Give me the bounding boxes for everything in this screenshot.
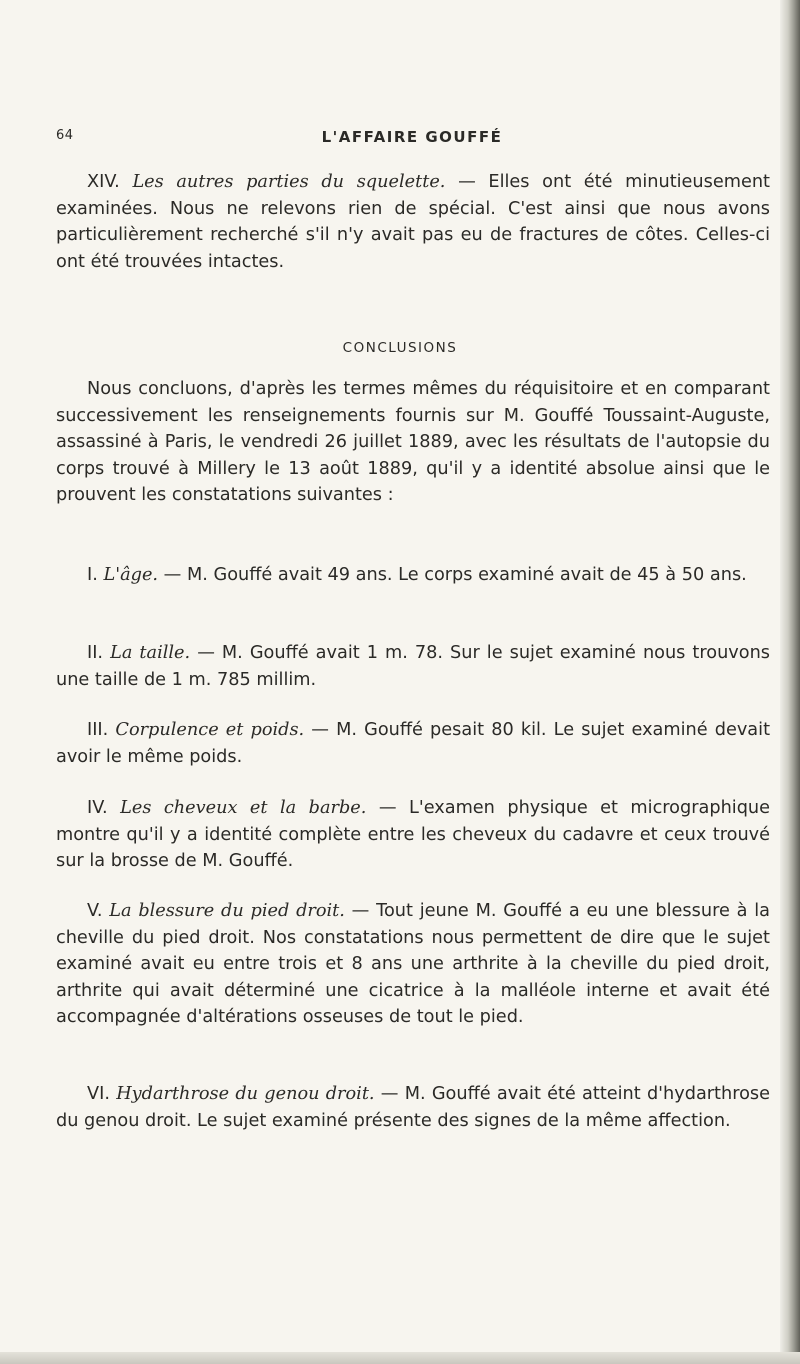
- item-age-text: — M. Gouffé avait 49 ans. Le corps examiné avait de 45 à 50 ans.: [158, 565, 747, 585]
- item-weight-text: — M. Gouffé pesait 80 kil. Le sujet examiné devait avoir le même poids.: [56, 720, 771, 767]
- item-hair-numeral: IV.: [87, 798, 108, 818]
- section-xiv-text: — Elles ont été minutieusement examinées. Nous ne relevons rien de spécial. C'est ainsi que nous avons particulièrement recherché s'il n'y avait pas eu de fractures de côtes. Celles-ci ont été trouvées intactes.: [56, 172, 770, 272]
- item-foot-injury: [56, 898, 770, 1031]
- item-foot-injury-title: La blessure du pied droit.: [109, 901, 345, 921]
- item-age-title: L'âge.: [103, 565, 159, 585]
- item-age: [56, 562, 770, 589]
- item-age-numeral: I.: [87, 565, 98, 585]
- item-height-numeral: II.: [87, 643, 104, 663]
- section-xiv-paragraph: [56, 169, 770, 275]
- item-height-text: — M. Gouffé avait 1 m. 78. Sur le sujet examiné nous trouvons une taille de 1 m. 785 millim.: [56, 643, 770, 690]
- item-height-title: La taille.: [110, 643, 191, 663]
- page-bottom-edge: [0, 1352, 800, 1364]
- item-knee: [56, 1081, 770, 1134]
- section-xiv-title: Les autres parties du squelette.: [132, 172, 446, 192]
- item-weight-title: Corpulence et poids.: [115, 720, 305, 740]
- item-hair-title: Les cheveux et la barbe.: [120, 798, 367, 818]
- page-binding-edge: [780, 0, 800, 1364]
- item-hair: [56, 795, 770, 875]
- page-number: 64: [56, 128, 74, 143]
- item-weight: [56, 717, 770, 770]
- page-header: [56, 128, 768, 152]
- item-knee-numeral: VI.: [87, 1084, 110, 1104]
- item-height: [56, 640, 770, 693]
- conclusions-heading: CONCLUSIONS: [342, 340, 458, 356]
- item-weight-numeral: III.: [87, 720, 109, 740]
- item-foot-injury-numeral: V.: [87, 901, 103, 921]
- conclusions-intro: Nous concluons, d'après les termes mêmes du réquisitoire et en comparant successivement les renseignements fournis sur M. Gouffé Toussaint-Auguste, assassiné à Paris, le vendredi 26 juillet 1889, avec les résultats de l'autopsie du corps trouvé à Millery le 13 août 1889, qu'il y a identité absolue ainsi que le prouvent les constatations suivantes :: [56, 379, 770, 505]
- section-xiv-numeral: XIV.: [87, 172, 120, 192]
- item-foot-injury-text: — Tout jeune M. Gouffé a eu une blessure à la cheville du pied droit. Nos constatations nous permettent de dire que le sujet examiné avait eu entre trois et 8 ans une arthrite à la cheville du pied droit, arthrite qui avait déterminé une cicatrice à la malléole interne et avait été accompagnée d'altérations osseuses de tout le pied.: [56, 901, 771, 1027]
- item-hair-text: — L'examen physique et micrographique montre qu'il y a identité complète entre les cheveux du cadavre et ceux trouvé sur la brosse de M. Gouffé.: [56, 798, 771, 871]
- running-head: L'AFFAIRE GOUFFÉ: [321, 128, 503, 146]
- item-knee-text: — M. Gouffé avait été atteint d'hydarthrose du genou droit. Le sujet examiné présente des signes de la même affection.: [56, 1084, 770, 1131]
- item-knee-title: Hydarthrose du genou droit.: [116, 1084, 375, 1104]
